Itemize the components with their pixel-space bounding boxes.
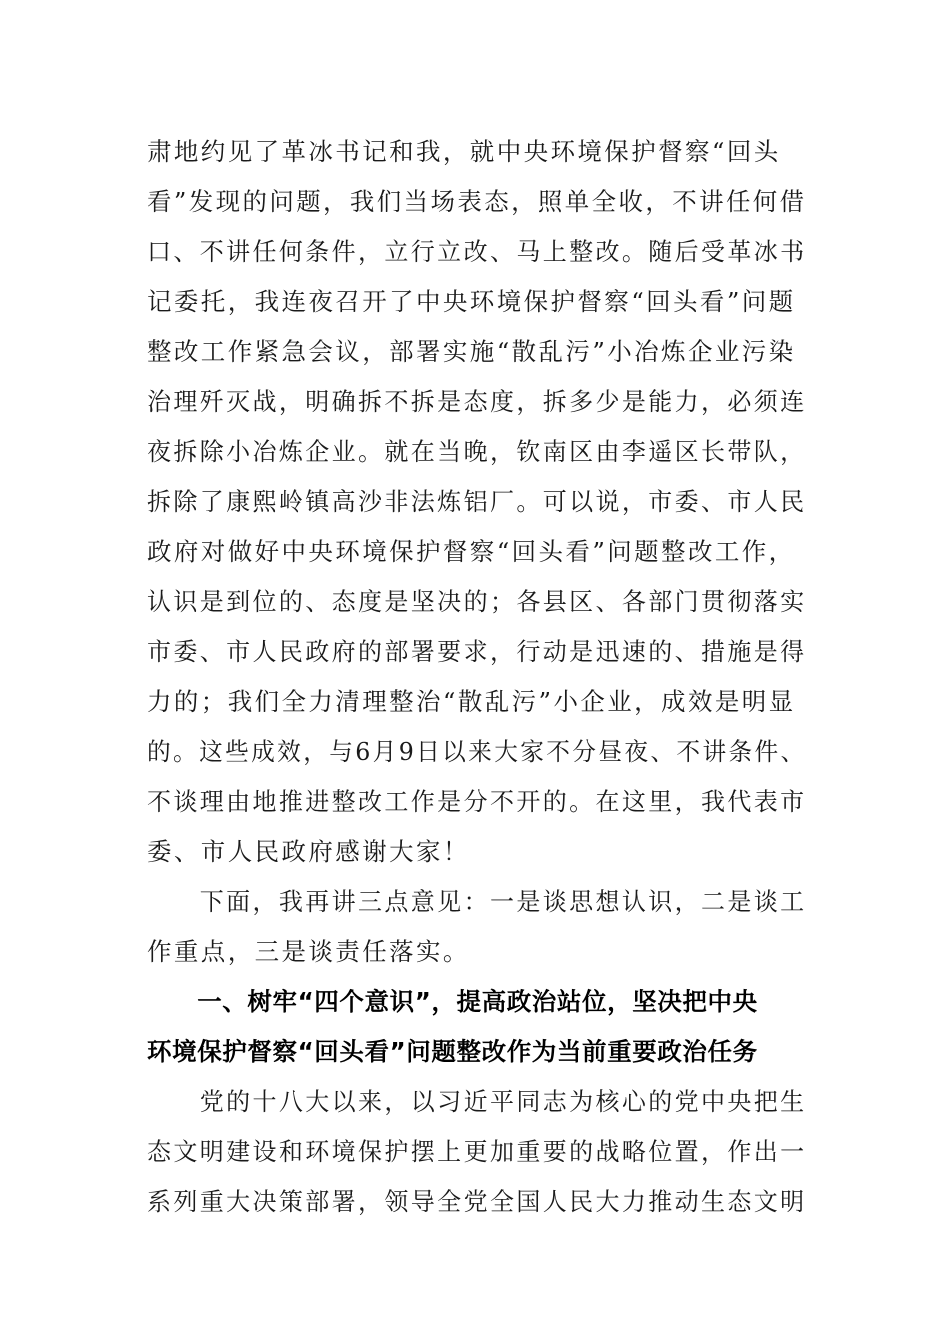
body-text-line: 的。这些成效，与6月9日以来大家不分昼夜、不讲条件、 — [147, 737, 807, 766]
body-text-line: 治理歼灭战，明确拆不拆是态度，拆多少是能力，必须连 — [147, 387, 807, 416]
body-text-line: 口、不讲任何条件，立行立改、马上整改。随后受革冰书 — [147, 237, 807, 266]
body-text-line: 系列重大决策部署，领导全党全国人民大力推动生态文明 — [147, 1187, 807, 1216]
body-text-line: 态文明建设和环境保护摆上更加重要的战略位置，作出一 — [147, 1137, 807, 1166]
body-text-line: 不谈理由地推进整改工作是分不开的。在这里，我代表市 — [147, 787, 807, 816]
body-text-line: 认识是到位的、态度是坚决的；各县区、各部门贯彻落实 — [147, 587, 807, 616]
section-heading-line: 环境保护督察“回头看”问题整改作为当前重要政治任务 — [147, 1037, 758, 1066]
body-text-line: 政府对做好中央环境保护督察“回头看”问题整改工作， — [147, 537, 796, 566]
body-text-line: 整改工作紧急会议，部署实施“散乱污”小冶炼企业污染 — [147, 337, 796, 366]
body-text-line: 力的；我们全力清理整治“散乱污”小企业，成效是明显 — [147, 687, 796, 716]
body-text-line: 市委、市人民政府的部署要求，行动是迅速的、措施是得 — [147, 637, 807, 666]
body-text-line: 记委托，我连夜召开了中央环境保护督察“回头看”问题 — [147, 287, 796, 316]
body-text-line: 党的十八大以来，以习近平同志为核心的党中央把生 — [147, 1087, 807, 1116]
body-text-line: 下面，我再讲三点意见：一是谈思想认识，二是谈工 — [147, 887, 807, 916]
body-text-line: 委、市人民政府感谢大家！ — [147, 837, 470, 866]
body-text-line: 看”发现的问题，我们当场表态，照单全收，不讲任何借 — [147, 187, 807, 216]
body-text-line: 作重点，三是谈责任落实。 — [147, 937, 470, 966]
body-text-line: 拆除了康熙岭镇高沙非法炼铝厂。可以说，市委、市人民 — [147, 487, 807, 516]
body-text-line: 夜拆除小冶炼企业。就在当晚，钦南区由李遥区长带队， — [147, 437, 807, 466]
body-text-line: 肃地约见了革冰书记和我，就中央环境保护督察“回头 — [147, 137, 781, 166]
section-heading-line: 一、树牢“四个意识”，提高政治站位，坚决把中央 — [147, 987, 758, 1016]
